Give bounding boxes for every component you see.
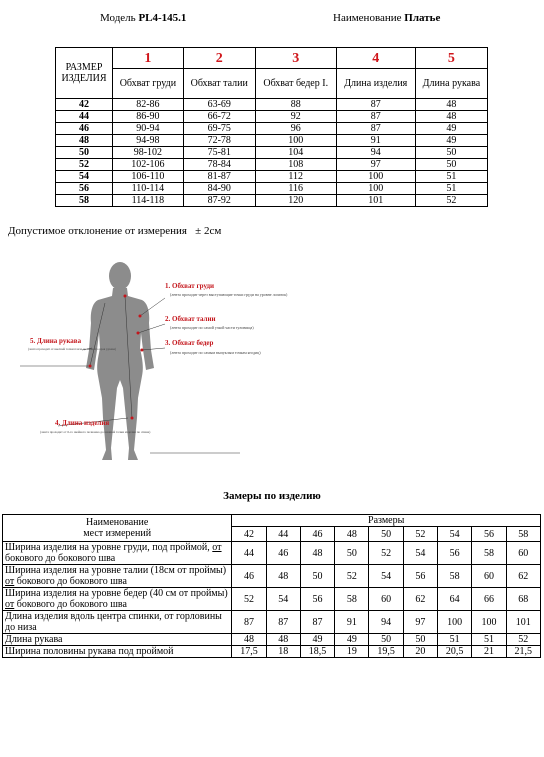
value-cell: 51 [415,171,487,183]
value-cell: 108 [255,159,336,171]
label-sleeve-note: (лента проходит от высшей точки плеча до нижнего края рукава) [28,347,117,351]
value-cell: 52 [506,634,540,646]
table-row [56,159,488,171]
value-cell: 87 [266,611,300,634]
label-waist-title: 2. Обхват талии [165,315,216,323]
value-cell: 82-86 [113,99,184,111]
value-cell: 48 [266,634,300,646]
value-cell: 54 [403,542,437,565]
value-cell: 48 [300,542,334,565]
value-cell: 97 [336,159,415,171]
value-cell: 49 [415,135,487,147]
value-cell: 54 [369,565,403,588]
value-cell: 52 [369,542,403,565]
value-cell: 48 [415,99,487,111]
column-number: 3 [255,48,336,69]
size-column: 48 [335,527,369,542]
value-cell: 52 [232,588,266,611]
value-cell: 58 [335,588,369,611]
value-cell: 84-90 [183,183,255,195]
value-cell: 56 [300,588,334,611]
value-cell: 87-92 [183,195,255,207]
label-part: Ширина изделия на уровне бедер (40 см от проймы) [5,588,228,599]
table-row [56,183,488,195]
sizes-header: Размеры [232,515,541,527]
value-cell: 94 [336,147,415,159]
label-sleeve-title: 5. Длина рукава [30,337,82,345]
value-cell: 98-102 [113,147,184,159]
value-cell: 19,5 [369,646,403,658]
value-cell: 52 [335,565,369,588]
value-cell: 88 [255,99,336,111]
value-cell: 18 [266,646,300,658]
value-cell: 58 [472,542,506,565]
value-cell: 87 [300,611,334,634]
value-cell: 62 [506,565,540,588]
label-part-underlined: от [212,542,222,553]
value-cell: 49 [335,634,369,646]
tolerance-note [8,225,221,237]
column-number: 5 [415,48,487,69]
value-cell: 48 [415,111,487,123]
model-header [100,12,186,24]
table-row [56,111,488,123]
label-part: Длина изделия вдоль центра спинки, от горловины до низа [5,611,222,633]
size-cell: 44 [56,111,113,123]
value-cell: 19 [335,646,369,658]
label-length-title: 4. Длина изделия [55,419,110,427]
value-cell: 56 [403,565,437,588]
measurement-label [3,542,232,565]
label-part: бокового до бокового шва [5,553,116,564]
size-cell: 48 [56,135,113,147]
value-cell: 49 [300,634,334,646]
table-row [3,611,541,634]
name-column-header [3,515,232,542]
value-cell: 60 [506,542,540,565]
size-column: 56 [472,527,506,542]
value-cell: 100 [336,171,415,183]
table-row [56,135,488,147]
value-cell: 101 [506,611,540,634]
value-cell: 86-90 [113,111,184,123]
size-column: 58 [506,527,540,542]
column-number: 1 [113,48,184,69]
table-row [56,171,488,183]
value-cell: 48 [232,634,266,646]
value-cell: 114-118 [113,195,184,207]
size-cell: 46 [56,123,113,135]
name-header-line-1: Наименование [86,517,149,528]
value-cell: 50 [415,147,487,159]
table-row [56,195,488,207]
value-cell: 60 [472,565,506,588]
value-cell: 56 [438,542,472,565]
size-cell: 50 [56,147,113,159]
value-cell: 106-110 [113,171,184,183]
label-hips-note: (лента проходит по самым выпуклым точкам ягодиц) [170,350,261,355]
value-cell: 51 [415,183,487,195]
value-cell: 50 [335,542,369,565]
column-header: Длина изделия [336,69,415,99]
value-cell: 87 [336,99,415,111]
value-cell: 102-106 [113,159,184,171]
tolerance-value: ± 2см [195,225,222,237]
value-cell: 87 [336,111,415,123]
label-hips-title: 3. Обхват бедер [165,339,214,347]
label-part: Ширина половины рукава под проймой [5,646,174,657]
tolerance-text: Допустимое отклонение от измерения [8,225,187,237]
value-cell: 72-78 [183,135,255,147]
value-cell: 58 [438,565,472,588]
value-cell: 63-69 [183,99,255,111]
value-cell: 100 [255,135,336,147]
value-cell: 54 [266,588,300,611]
value-cell: 120 [255,195,336,207]
value-cell: 78-84 [183,159,255,171]
size-column: 54 [438,527,472,542]
column-header: Обхват талии [183,69,255,99]
value-cell: 18,5 [300,646,334,658]
value-cell: 75-81 [183,147,255,159]
name-value: Платье [404,12,441,24]
value-cell: 51 [438,634,472,646]
size-column: 52 [403,527,437,542]
value-cell: 112 [255,171,336,183]
value-cell: 52 [415,195,487,207]
size-header: РАЗМЕР ИЗДЕЛИЯ [56,48,113,99]
value-cell: 49 [415,123,487,135]
label-part-underlined: от [5,576,15,587]
label-part: бокового до бокового шва [14,576,127,587]
value-cell: 94-98 [113,135,184,147]
measurement-label [3,646,232,658]
value-cell: 17,5 [232,646,266,658]
column-header: Обхват груди [113,69,184,99]
name-label: Наименование [333,12,402,24]
size-chart-table [55,47,488,207]
label-part-underlined: от [5,599,15,610]
value-cell: 50 [369,634,403,646]
label-part: Ширина изделия на уровне талии (18см от проймы) [5,565,227,576]
measurement-label [3,634,232,646]
measurement-figure [20,258,288,468]
value-cell: 46 [266,542,300,565]
value-cell: 91 [336,135,415,147]
size-cell: 54 [56,171,113,183]
table-row [56,147,488,159]
value-cell: 110-114 [113,183,184,195]
value-cell: 96 [255,123,336,135]
value-cell: 101 [336,195,415,207]
measurement-label [3,565,232,588]
model-value: PL4-145.1 [138,12,187,24]
measurement-label [3,611,232,634]
value-cell: 20 [403,646,437,658]
value-cell: 62 [403,588,437,611]
table-row [56,123,488,135]
size-cell: 42 [56,99,113,111]
name-header-line-2: мест измерений [83,528,152,539]
value-cell: 92 [255,111,336,123]
value-cell: 87 [336,123,415,135]
measurement-label [3,588,232,611]
value-cell: 20,5 [438,646,472,658]
table-row [56,99,488,111]
label-waist-note: (лента проходит по самой узкой части туловища) [170,325,254,330]
model-label: Модель [100,12,136,24]
value-cell: 21 [472,646,506,658]
value-cell: 51 [472,634,506,646]
table-row [3,542,541,565]
label-part: Длина рукава [5,634,63,645]
value-cell: 100 [472,611,506,634]
value-cell: 100 [438,611,472,634]
size-cell: 58 [56,195,113,207]
value-cell: 100 [336,183,415,195]
size-cell: 52 [56,159,113,171]
garment-measurements-title: Замеры по изделию [223,490,321,502]
value-cell: 87 [232,611,266,634]
size-cell: 56 [56,183,113,195]
value-cell: 66 [472,588,506,611]
value-cell: 116 [255,183,336,195]
value-cell: 60 [369,588,403,611]
label-chest-note: (лента проходит через выступающие точки груди на уровне лопаток) [170,292,288,297]
value-cell: 46 [232,565,266,588]
size-column: 50 [369,527,403,542]
size-column: 46 [300,527,334,542]
column-header: Обхват бедер I. [255,69,336,99]
value-cell: 21,5 [506,646,540,658]
name-header [333,12,440,24]
value-cell: 81-87 [183,171,255,183]
table-row [3,565,541,588]
value-cell: 104 [255,147,336,159]
value-cell: 50 [403,634,437,646]
value-cell: 48 [266,565,300,588]
label-part: бокового до бокового шва [14,599,127,610]
size-column: 42 [232,527,266,542]
value-cell: 97 [403,611,437,634]
value-cell: 68 [506,588,540,611]
table-row [3,634,541,646]
value-cell: 66-72 [183,111,255,123]
value-cell: 90-94 [113,123,184,135]
garment-measurements-table [2,514,541,658]
value-cell: 94 [369,611,403,634]
value-cell: 50 [415,159,487,171]
value-cell: 64 [438,588,472,611]
value-cell: 91 [335,611,369,634]
table-row [3,646,541,658]
column-number: 2 [183,48,255,69]
label-length-note: (лента проходит от 6-го шейного позвонка до нижней точки изделия по спине) [40,430,151,434]
table-row [3,588,541,611]
value-cell: 69-75 [183,123,255,135]
label-part: Ширина изделия на уровне груди, под проймой, [5,542,213,553]
size-column: 44 [266,527,300,542]
column-header: Длина рукава [415,69,487,99]
label-chest-title: 1. Обхват груди [165,282,215,290]
column-number: 4 [336,48,415,69]
value-cell: 44 [232,542,266,565]
value-cell: 50 [300,565,334,588]
